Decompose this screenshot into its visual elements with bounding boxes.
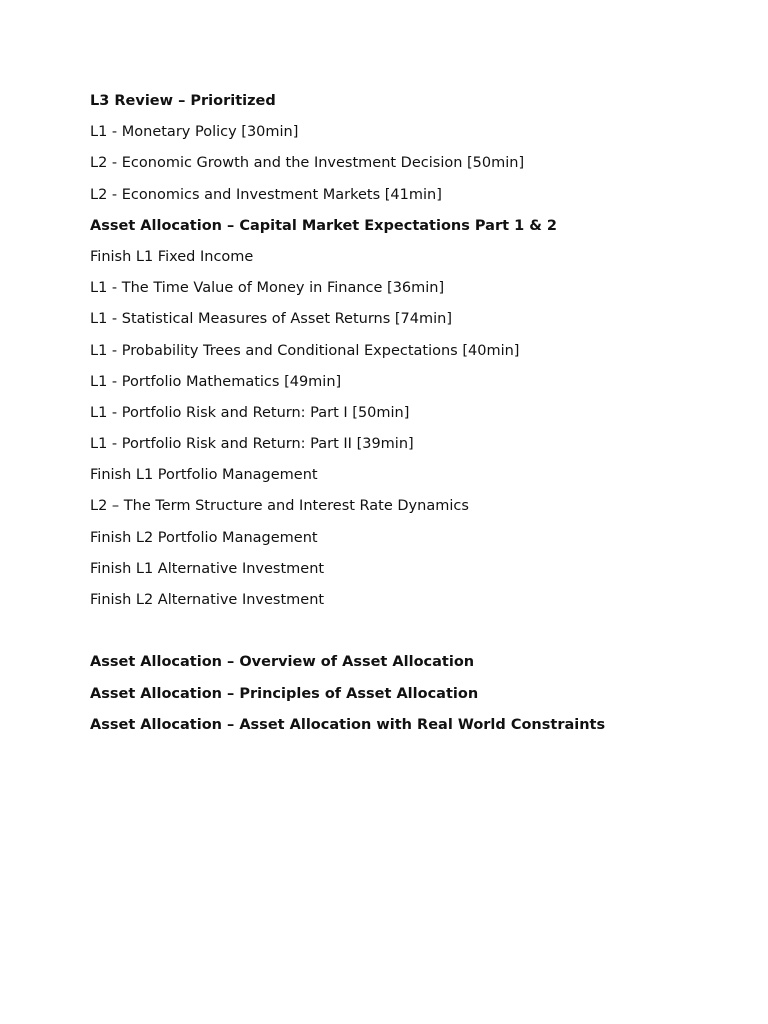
list-item: L1 - Portfolio Risk and Return: Part I [50min]: [90, 404, 410, 421]
list-item: Finish L2 Alternative Investment: [90, 592, 325, 608]
list-item: L1 - Portfolio Risk and Return: Part II [39min]: [90, 436, 414, 453]
list-item: L1 - Statistical Measures of Asset Returns [74min]: [90, 311, 453, 328]
list-item: L2 - Economics and Investment Markets [41min]: [90, 186, 442, 203]
document-title: L3 Review – Prioritized: [90, 93, 276, 109]
list-item: Finish L2 Portfolio Management: [90, 529, 318, 546]
blank-line: [90, 622, 730, 640]
list-item: L1 - Monetary Policy [30min]: [90, 124, 299, 141]
section-heading: Asset Allocation – Asset Allocation with Real World Constraints: [90, 716, 606, 733]
list-item: L2 - Economic Growth and the Investment Decision [50min]: [90, 155, 525, 172]
document-page: [90, 92, 730, 747]
section-heading: Asset Allocation – Principles of Asset Allocation: [90, 685, 479, 702]
list-item: L1 - Probability Trees and Conditional Expectations [40min]: [90, 342, 520, 359]
list-item: Finish L1 Fixed Income: [90, 248, 254, 265]
list-item: L1 - The Time Value of Money in Finance [36min]: [90, 280, 445, 297]
list-item: L2 – The Term Structure and Interest Rate Dynamics: [90, 498, 469, 515]
section-heading: Asset Allocation – Capital Market Expectations Part 1 & 2: [90, 217, 557, 234]
list-item: Finish L1 Portfolio Management: [90, 467, 318, 484]
list-item: Finish L1 Alternative Investment: [90, 560, 325, 577]
section-heading: Asset Allocation – Overview of Asset Allocation: [90, 654, 475, 671]
list-item: L1 - Portfolio Mathematics [49min]: [90, 373, 342, 390]
